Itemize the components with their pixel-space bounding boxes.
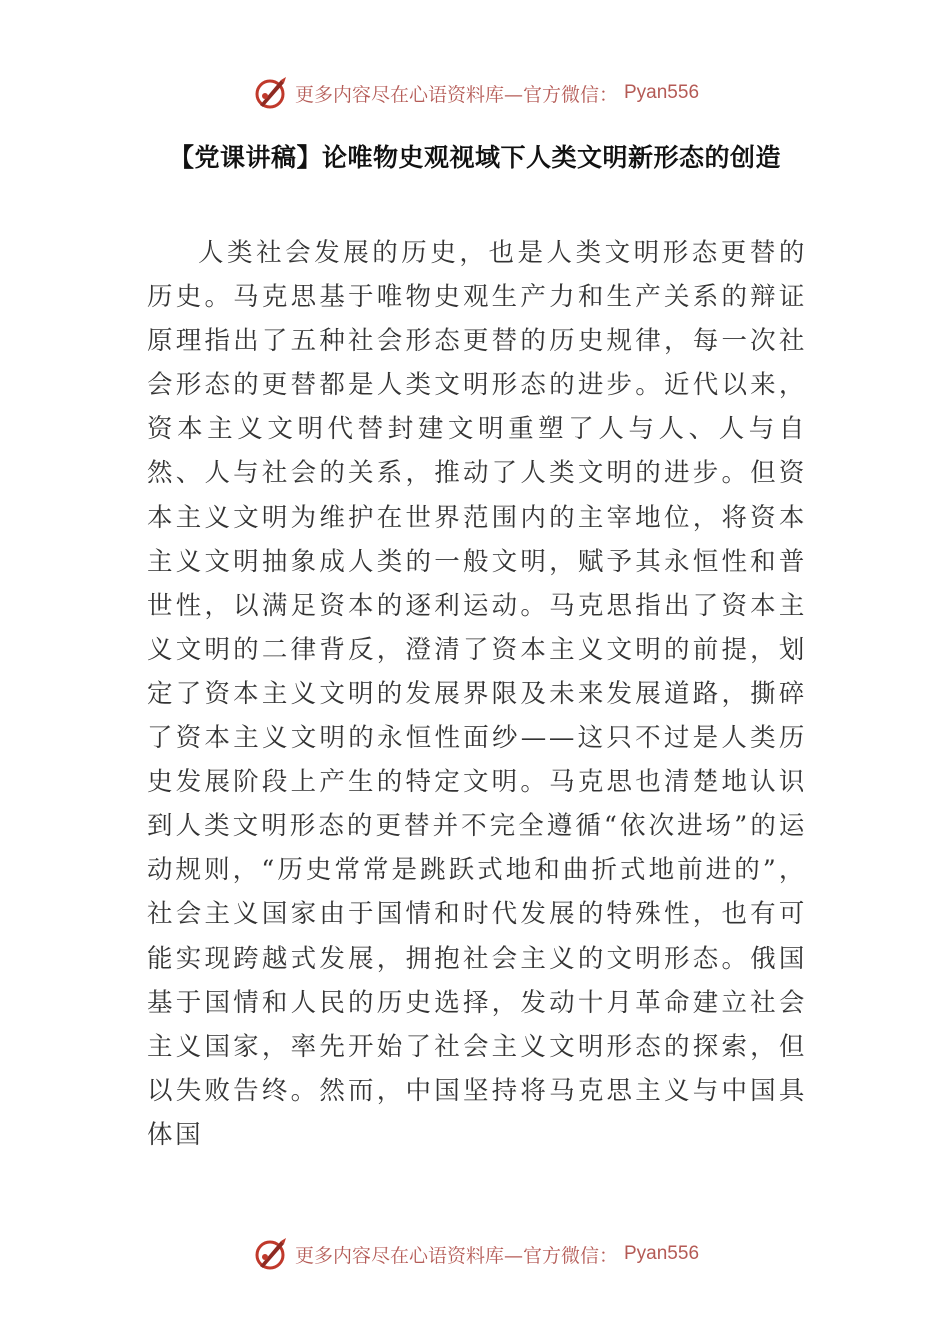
header-watermark [0, 74, 950, 112]
body-paragraph: 人类社会发展的历史，也是人类文明形态更替的历史。马克思基于唯物史观生产力和生产关系的辩证原理指出了五种社会形态更替的历史规律，每一次社会形态的更替都是人类文明形态的进步。近代以来，资本主义文明代替封建文明重塑了人与人、人与自然、人与社会的关系，推动了人类文明的进步。但资本主义文明为维护在世界范围内的主宰地位，将资本主义文明抽象成人类的一般文明，赋予其永恒性和普世性，以满足资本的逐利运动。马克思指出了资本主义文明的二律背反，澄清了资本主义文明的前提，划定了资本主义文明的发展界限及未来发展道路，撕碎了资本主义文明的永恒性面纱——这只不过是人类历史发展阶段上产生的特定文明。马克思也清楚地认识到人类文明形态的更替并不完全遵循“依次进场”的运动规则，“历史常常是跳跃式地和曲折式地前进的”，社会主义国家由于国情和时代发展的特殊性，也有可能实现跨越式发展，拥抱社会主义的文明形态。俄国基于国情和人民的历史选择，发动十月革命建立社会主义国家，率先开始了社会主义文明形态的探索，但以失败告终。然而，中国坚持将马克思主义与中国具体国 [147, 238, 807, 1150]
footer-watermark [0, 1235, 950, 1273]
pen-logo-icon [251, 74, 289, 112]
wechat-id: Pyan556 [624, 82, 700, 103]
document-title: 【党课讲稿】论唯物史观视域下人类文明新形态的创造 [168, 143, 781, 172]
wechat-id: Pyan556 [624, 1243, 700, 1264]
pen-logo-icon [251, 1235, 289, 1273]
watermark-text: 更多内容尽在心语资料库—官方微信： [294, 1244, 618, 1267]
watermark-text: 更多内容尽在心语资料库—官方微信： [294, 83, 618, 106]
